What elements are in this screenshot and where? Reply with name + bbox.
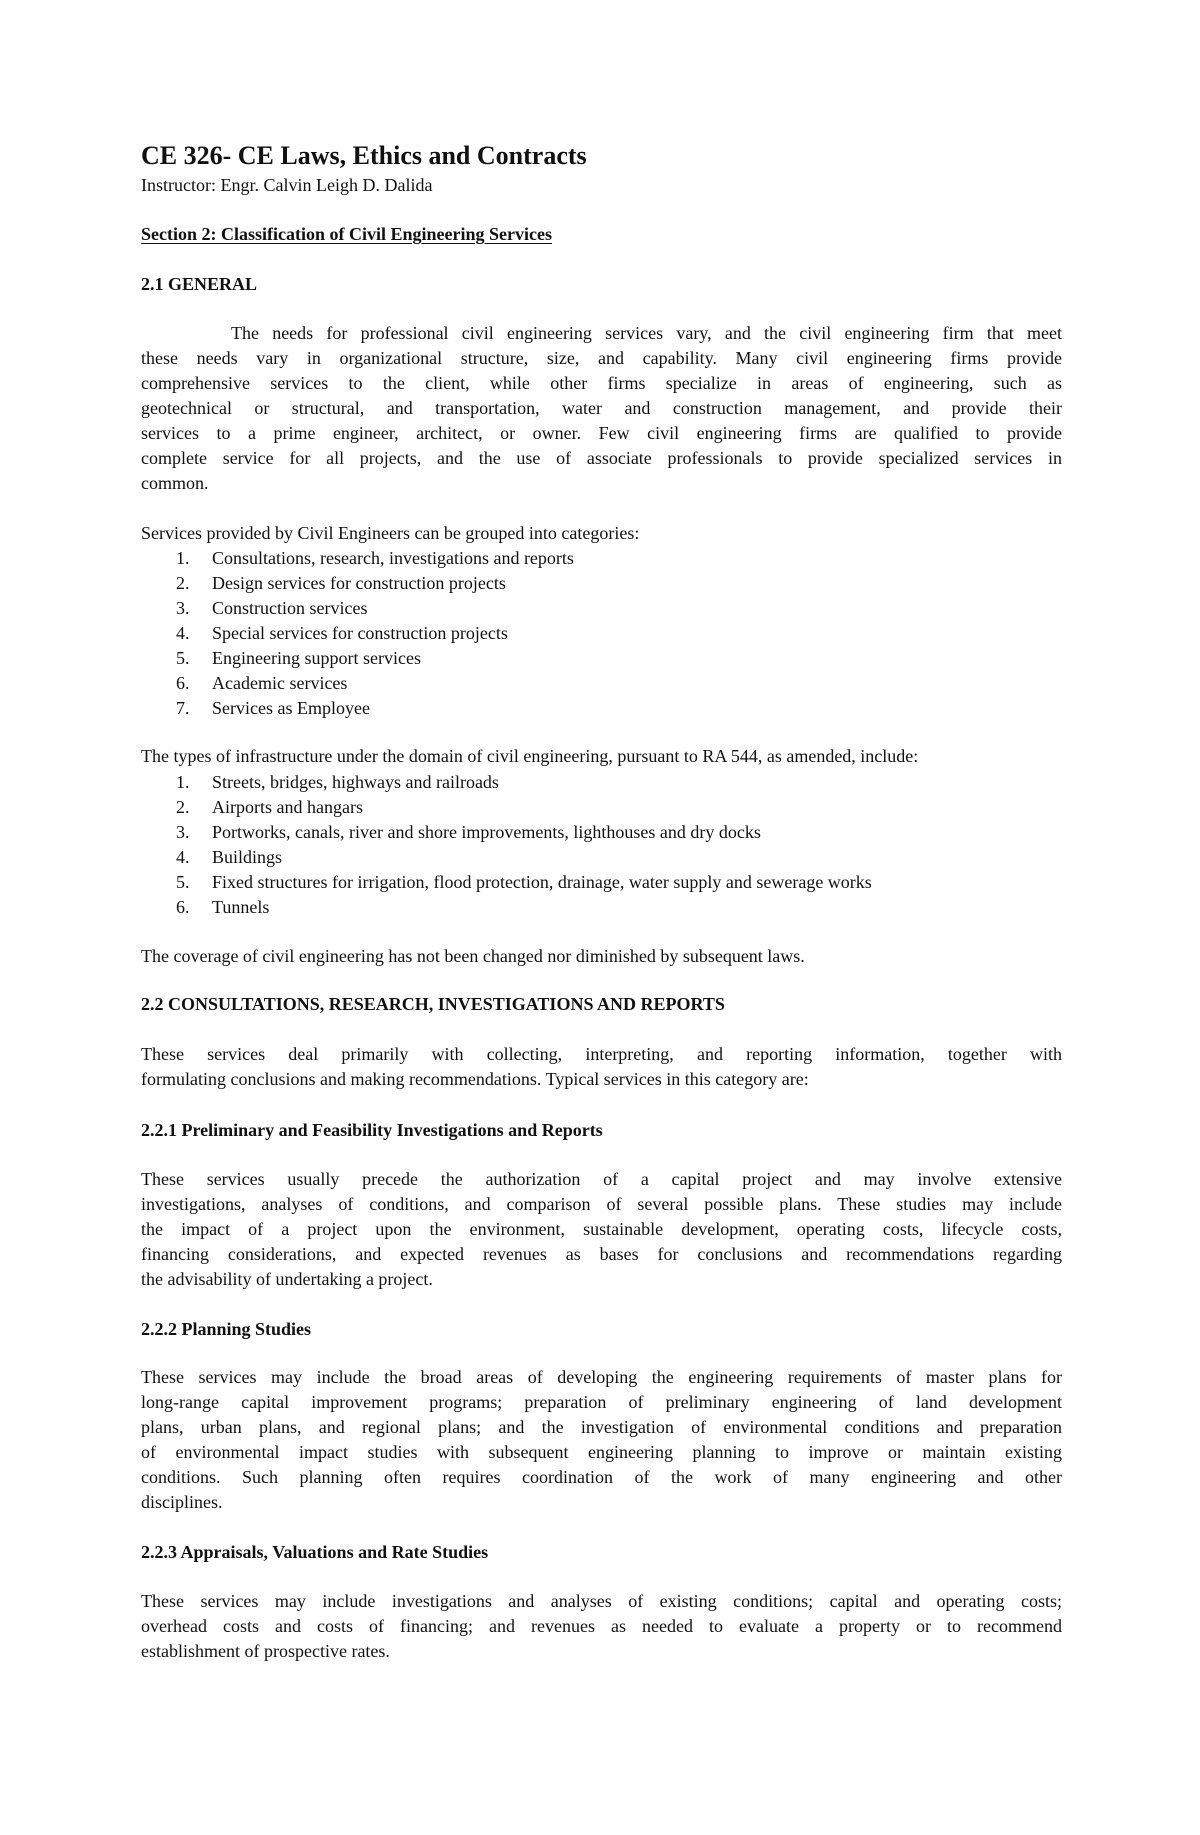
paragraph-planning: [141, 1365, 1062, 1515]
coverage-statement: The coverage of civil engineering has not been changed nor diminished by subsequent laws.: [141, 946, 805, 966]
paragraph-line: These services usually precede the authorization of a capital project and may involve extensive: [141, 1169, 1062, 1189]
heading-general: 2.1 GENERAL: [141, 274, 258, 294]
list-item-text: Streets, bridges, highways and railroads: [212, 772, 499, 792]
paragraph-line: The needs for professional civil engineering services vary, and the civil engineering firm that meet: [231, 323, 1062, 343]
list-item: [141, 621, 1062, 646]
list-item: [141, 795, 1062, 820]
paragraph-line: investigations, analyses of conditions, and comparison of several possible plans. These studies may include: [141, 1194, 1062, 1214]
list-item-number: 6.: [176, 897, 190, 917]
paragraph-appraisals: [141, 1589, 1062, 1664]
paragraph-line: These services may include investigations and analyses of existing conditions; capital and operating costs;: [141, 1591, 1062, 1611]
paragraph-line: These services deal primarily with collecting, interpreting, and reporting information, together with: [141, 1044, 1062, 1064]
list-item: [141, 820, 1062, 845]
list-item-text: Buildings: [212, 847, 283, 867]
services-intro: Services provided by Civil Engineers can be grouped into categories:: [141, 523, 640, 543]
section-title: Section 2: Classification of Civil Engineering Services: [141, 224, 552, 244]
paragraph-consultations: [141, 1042, 1062, 1092]
list-item-text: Special services for construction projects: [212, 623, 508, 643]
paragraph-line: geotechnical or structural, and transportation, water and construction management, and provide their: [141, 398, 1062, 418]
list-item: [141, 870, 1062, 895]
document-title: CE 326- CE Laws, Ethics and Contracts: [141, 141, 587, 170]
section-title-wrap: [141, 222, 552, 247]
list-item-number: 1.: [176, 548, 190, 568]
list-item-number: 3.: [176, 822, 190, 842]
list-item-text: Services as Employee: [212, 698, 370, 718]
list-item-text: Design services for construction projects: [212, 573, 506, 593]
paragraph-line: establishment of prospective rates.: [141, 1641, 390, 1661]
list-item-text: Portworks, canals, river and shore improvements, lighthouses and dry docks: [212, 822, 761, 842]
heading-planning: 2.2.2 Planning Studies: [141, 1319, 312, 1339]
list-item-text: Consultations, research, investigations and reports: [212, 548, 574, 568]
list-item-number: 2.: [176, 573, 190, 593]
heading-preliminary: 2.2.1 Preliminary and Feasibility Investigations and Reports: [141, 1120, 603, 1140]
paragraph-line: disciplines.: [141, 1492, 223, 1512]
infrastructure-list: [141, 770, 1062, 920]
paragraph-line: financing considerations, and expected revenues as bases for conclusions and recommendations regarding: [141, 1244, 1062, 1264]
list-item: [141, 696, 1062, 721]
paragraph-line: long-range capital improvement programs; preparation of preliminary engineering of land development: [141, 1392, 1062, 1412]
paragraph-general: [141, 321, 1062, 496]
infrastructure-intro: The types of infrastructure under the domain of civil engineering, pursuant to RA 544, as amended, include:: [141, 746, 919, 766]
list-item-text: Fixed structures for irrigation, flood protection, drainage, water supply and sewerage works: [212, 872, 872, 892]
heading-consultations: 2.2 CONSULTATIONS, RESEARCH, INVESTIGATIONS AND REPORTS: [141, 994, 725, 1014]
list-item-number: 4.: [176, 623, 190, 643]
paragraph-line: services to a prime engineer, architect, or owner. Few civil engineering firms are qualified to provide: [141, 423, 1062, 443]
heading-appraisals: 2.2.3 Appraisals, Valuations and Rate Studies: [141, 1542, 489, 1562]
paragraph-line: of environmental impact studies with subsequent engineering planning to improve or maintain existing: [141, 1442, 1062, 1462]
paragraph-line: common.: [141, 473, 209, 493]
paragraph-line: these needs vary in organizational structure, size, and capability. Many civil engineering firms provide: [141, 348, 1062, 368]
list-item-number: 1.: [176, 772, 190, 792]
list-item-number: 4.: [176, 847, 190, 867]
list-item: [141, 546, 1062, 571]
list-item-number: 6.: [176, 673, 190, 693]
services-list: [141, 546, 1062, 721]
list-item-text: Airports and hangars: [212, 797, 363, 817]
list-item-text: Construction services: [212, 598, 368, 618]
paragraph-line: the advisability of undertaking a project.: [141, 1269, 433, 1289]
paragraph-preliminary: [141, 1167, 1062, 1292]
list-item: [141, 895, 1062, 920]
list-item-text: Academic services: [212, 673, 348, 693]
list-item-text: Tunnels: [212, 897, 270, 917]
instructor-line: Instructor: Engr. Calvin Leigh D. Dalida: [141, 175, 433, 195]
paragraph-line: plans, urban plans, and regional plans; and the investigation of environmental conditions and preparation: [141, 1417, 1062, 1437]
list-item: [141, 770, 1062, 795]
list-item: [141, 671, 1062, 696]
paragraph-line: complete service for all projects, and the use of associate professionals to provide specialized services in: [141, 448, 1062, 468]
list-item-number: 5.: [176, 872, 190, 892]
list-item-number: 7.: [176, 698, 190, 718]
list-item-number: 2.: [176, 797, 190, 817]
paragraph-line: overhead costs and costs of financing; and revenues as needed to evaluate a property or to recommend: [141, 1616, 1062, 1636]
list-item: [141, 596, 1062, 621]
list-item-number: 3.: [176, 598, 190, 618]
list-item-number: 5.: [176, 648, 190, 668]
list-item: [141, 646, 1062, 671]
list-item: [141, 845, 1062, 870]
paragraph-line: conditions. Such planning often requires coordination of the work of many engineering and other: [141, 1467, 1062, 1487]
paragraph-line: These services may include the broad areas of developing the engineering requirements of master plans for: [141, 1367, 1062, 1387]
paragraph-line: the impact of a project upon the environment, sustainable development, operating costs, lifecycle costs,: [141, 1219, 1062, 1239]
paragraph-line: formulating conclusions and making recommendations. Typical services in this category are:: [141, 1069, 809, 1089]
list-item-text: Engineering support services: [212, 648, 421, 668]
list-item: [141, 571, 1062, 596]
paragraph-line: comprehensive services to the client, while other firms specialize in areas of engineering, such as: [141, 373, 1062, 393]
